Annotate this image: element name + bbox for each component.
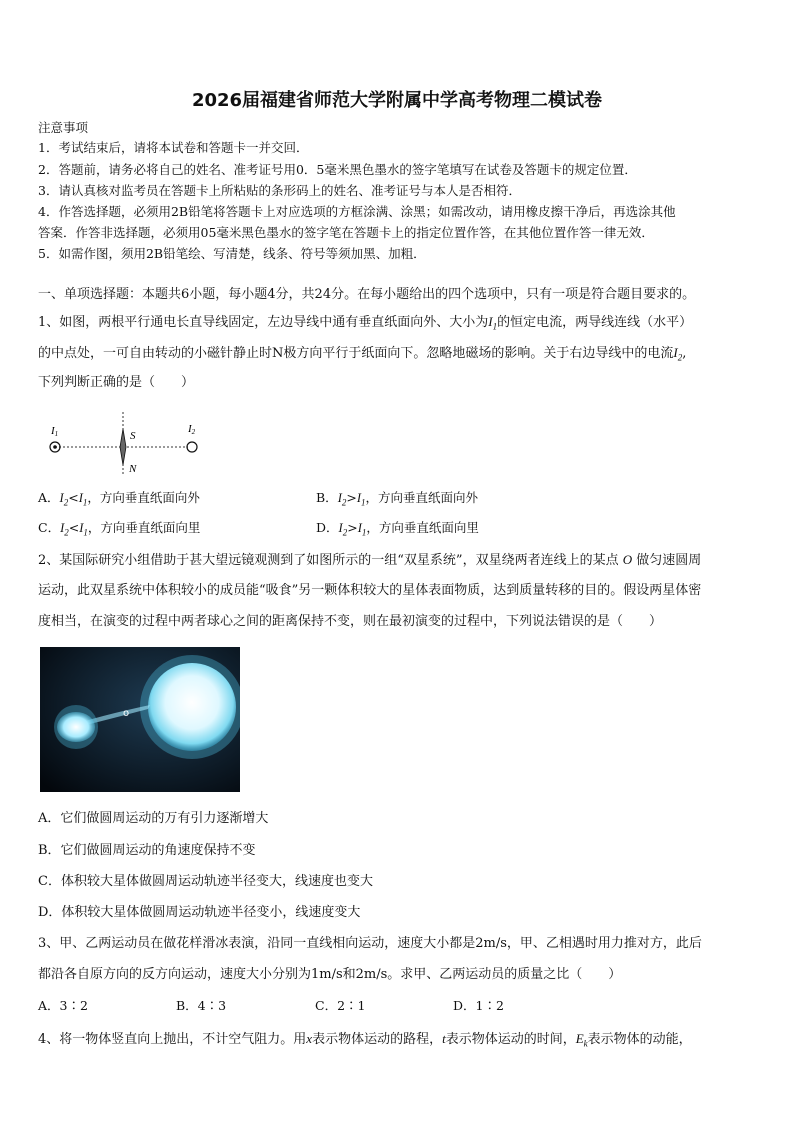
binary-star-image [40,647,240,792]
q2-line-1: 2、某国际研究小组借助于甚大望远镜观测到了如图所示的一组“双星系统”，双星绕两者连线上的某点 O 做匀速圆周 [38,552,702,568]
q3-line-2: 都沿各自原方向的反方向运动，速度大小分别为1m/s和2m/s。求甲、乙两运动员的质量之比（ ） [38,967,622,982]
q1-i1-symbol: $I_1$ [488,314,498,332]
i2-label: I2 [188,423,196,436]
notice-heading: 注意事项 [38,120,89,135]
notice-item-5: 5．如需作图，须用2B铅笔绘、写清楚，线条、符号等须加黑、加粗． [38,246,426,261]
q3-option-a: A．3∶2 [38,998,88,1013]
n-pole-label: N [129,463,137,475]
notice-item-3: 3．请认真核对监考员在答题卡上所粘贴的条形码上的姓名、准考证号与本人是否相符． [38,183,521,198]
q1-line-3: 下列判断正确的是（ ） [38,375,195,390]
q2-point-o: O [622,552,633,567]
q1-text-a: 1、如图，两根平行通电长直导线固定，左边导线中通有垂直纸面向外、大小为 [38,315,489,330]
q2-option-a: A．它们做圆周运动的万有引力逐渐增大 [38,811,269,826]
q3-option-c: C．2∶1 [315,998,366,1013]
q2-line-2: 运动，此双星系统中体积较小的成员能“吸食”另一颗体积较大的星体表面物质，达到质量转移的目的。假设两星体密 [38,583,702,598]
q2-option-c: C．体积较大星体做圆周运动轨迹半径变大，线速度也变大 [38,874,373,889]
section-heading: 一、单项选择题：本题共6小题，每小题4分，共24分。在每小题给出的四个选项中，只有一项是符合题目要求的。 [38,287,696,302]
q3-option-d: D．1∶2 [453,998,504,1013]
notice-item-4: 4．作答选择题，必须用2B铅笔将答题卡上对应选项的方框涂满、涂黑；如需改动，请用橡皮擦干净后，再选涂其他 [38,204,676,219]
page-title: 2026届福建省师范大学附属中学高考物理二模试卷 [191,90,603,111]
q1-option-d: D．$I_2>I_1$，方向垂直纸面向里 [316,520,479,538]
q4-line-1: 4、将一物体竖直向上抛出，不计空气阻力。用x表示物体运动的路程，t表示物体运动的时间，$E_k$表示物体的动能， [38,1031,692,1049]
s-pole-label: S [130,430,136,442]
q1-line-1 [38,314,692,335]
q1-option-a: A．$I_2<I_1$，方向垂直纸面向外 [38,490,200,508]
photo-o-label: o [123,708,130,719]
q1-text-c: 的中点处，一可自由转动的小磁针静止时N极方向平行于纸面向下。忽略地磁场的影响。关于右边导线中的电流 [38,346,674,361]
q3-line-1: 3、甲、乙两运动员在做花样滑冰表演，沿同一直线相向运动，速度大小都是2m/s，甲、乙相遇时用力推对方，此后 [38,936,702,951]
q1-option-b: B．$I_2>I_1$，方向垂直纸面向外 [316,490,479,508]
q3-option-b: B．4∶3 [176,998,227,1013]
i1-label: I1 [51,425,59,438]
q1-text-b: 的恒定电流，两导线连线（水平） [497,315,693,330]
q2-option-d: D．体积较大星体做圆周运动轨迹半径变小，线速度变大 [38,905,361,920]
notice-item-4-cont: 答案．作答非选择题，必须用05毫米黑色墨水的签字笔在答题卡上的指定位置作答，在其他位置作答一律无效． [38,225,654,240]
q1-i2-symbol: $I_2$ [673,345,683,363]
q1-option-c: C．$I_2<I_1$，方向垂直纸面向里 [38,520,201,538]
notice-item-2: 2．答题前，请务必将自己的姓名、准考证号用0．5毫米黑色墨水的签字笔填写在试卷及答题卡的规定位置． [38,162,637,177]
q1-magnet-figure [40,412,210,476]
q2-line-3: 度相当，在演变的过程中两者球心之间的距离保持不变，则在最初演变的过程中，下列说法错误的是（ ） [38,614,663,629]
q1-line-2: 的中点处，一可自由转动的小磁针静止时N极方向平行于纸面向下。忽略地磁场的影响。关于右边导线中的电流$I_2$, [38,345,687,363]
notice-item-1: 1．考试结束后，请将本试卷和答题卡一并交回． [38,140,309,155]
q2-option-b: B．它们做圆周运动的角速度保持不变 [38,843,256,858]
